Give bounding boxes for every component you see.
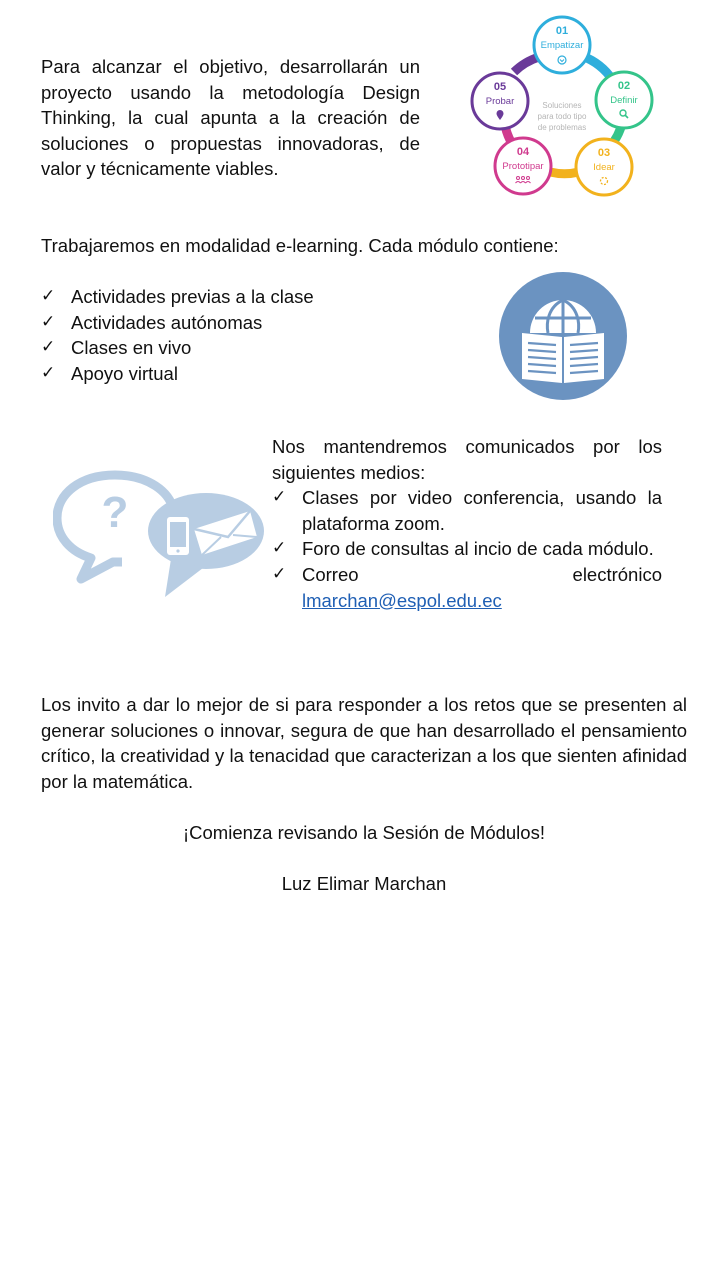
check-icon: ✓	[41, 362, 56, 383]
communication-section	[272, 434, 662, 613]
communication-icon	[53, 469, 267, 603]
cta-text: ¡Comienza revisando la Sesión de Módulos!	[183, 822, 545, 843]
step-idear	[576, 139, 632, 195]
step-number: 05	[493, 81, 507, 93]
check-icon: ✓	[41, 286, 56, 306]
list-item: ✓ Clases por video conferencia, usando la plataforma zoom.	[272, 487, 662, 534]
list-item: ✓ Foro de consultas al incio de cada módulo.	[272, 536, 662, 562]
intro-paragraph: Para alcanzar el objetivo, desarrollarán un proyecto usando la metodología Design Thinking, la cual apunta a la creación de soluciones o propuestas innovadoras, de valor y técnicamente viables.	[41, 56, 420, 180]
list-item: ✓ Actividades autónomas	[41, 310, 461, 336]
list-item: ✓ Actividades previas a la clase	[41, 284, 461, 310]
step-number: 01	[555, 25, 569, 37]
step-number: 04	[516, 146, 530, 158]
check-icon: ✓	[272, 487, 287, 508]
step-label: Prototipar	[502, 161, 544, 172]
check-icon: ✓	[272, 563, 287, 584]
center-text-3: de problemas	[537, 123, 587, 132]
step-label: Definir	[610, 95, 638, 106]
center-text-1: Soluciones	[542, 101, 582, 110]
step-number: 03	[597, 147, 611, 159]
step-probar	[472, 73, 528, 129]
step-empatizar	[534, 17, 590, 73]
check-icon: ✓	[41, 337, 56, 358]
modality-heading: Trabajaremos en modalidad e-learning. Cada módulo contiene:	[41, 235, 559, 256]
step-label: Probar	[485, 96, 515, 107]
signature: Luz Elimar Marchan	[281, 873, 447, 894]
step-label: Empatizar	[540, 40, 584, 51]
check-icon: ✓	[272, 538, 287, 559]
step-prototipar	[495, 138, 551, 194]
question-mark-icon: ?	[101, 488, 129, 537]
list-item: ✓ Apoyo virtual	[41, 361, 461, 387]
modality-list	[41, 284, 461, 386]
ring-segment-5-1	[514, 57, 539, 72]
step-number: 02	[617, 80, 631, 92]
globe-book-icon	[498, 271, 628, 401]
step-label: Idear	[593, 162, 615, 173]
list-item	[272, 562, 662, 613]
email-label: Correo electrónico	[302, 563, 662, 585]
communication-heading: Nos mantendremos comunicados por los siguientes medios:	[272, 436, 662, 483]
ring-segment-3-4	[550, 172, 579, 174]
step-definir	[596, 72, 652, 128]
check-icon: ✓	[41, 311, 56, 332]
design-thinking-diagram	[462, 12, 662, 200]
email-link[interactable]: lmarchan@espol.edu.ec	[302, 589, 502, 611]
center-text-2: para todo tipo	[537, 112, 587, 121]
communication-list	[272, 485, 662, 613]
closing-paragraph: Los invito a dar lo mejor de si para responder a los retos que se presenten al generar soluciones o innovar, segura de que han desarrollado el pensamiento crítico, la creatividad y la tenacidad que caracterizan a los que sienten afinidad por la matemática.	[41, 694, 687, 792]
list-item: ✓ Clases en vivo	[41, 335, 461, 361]
